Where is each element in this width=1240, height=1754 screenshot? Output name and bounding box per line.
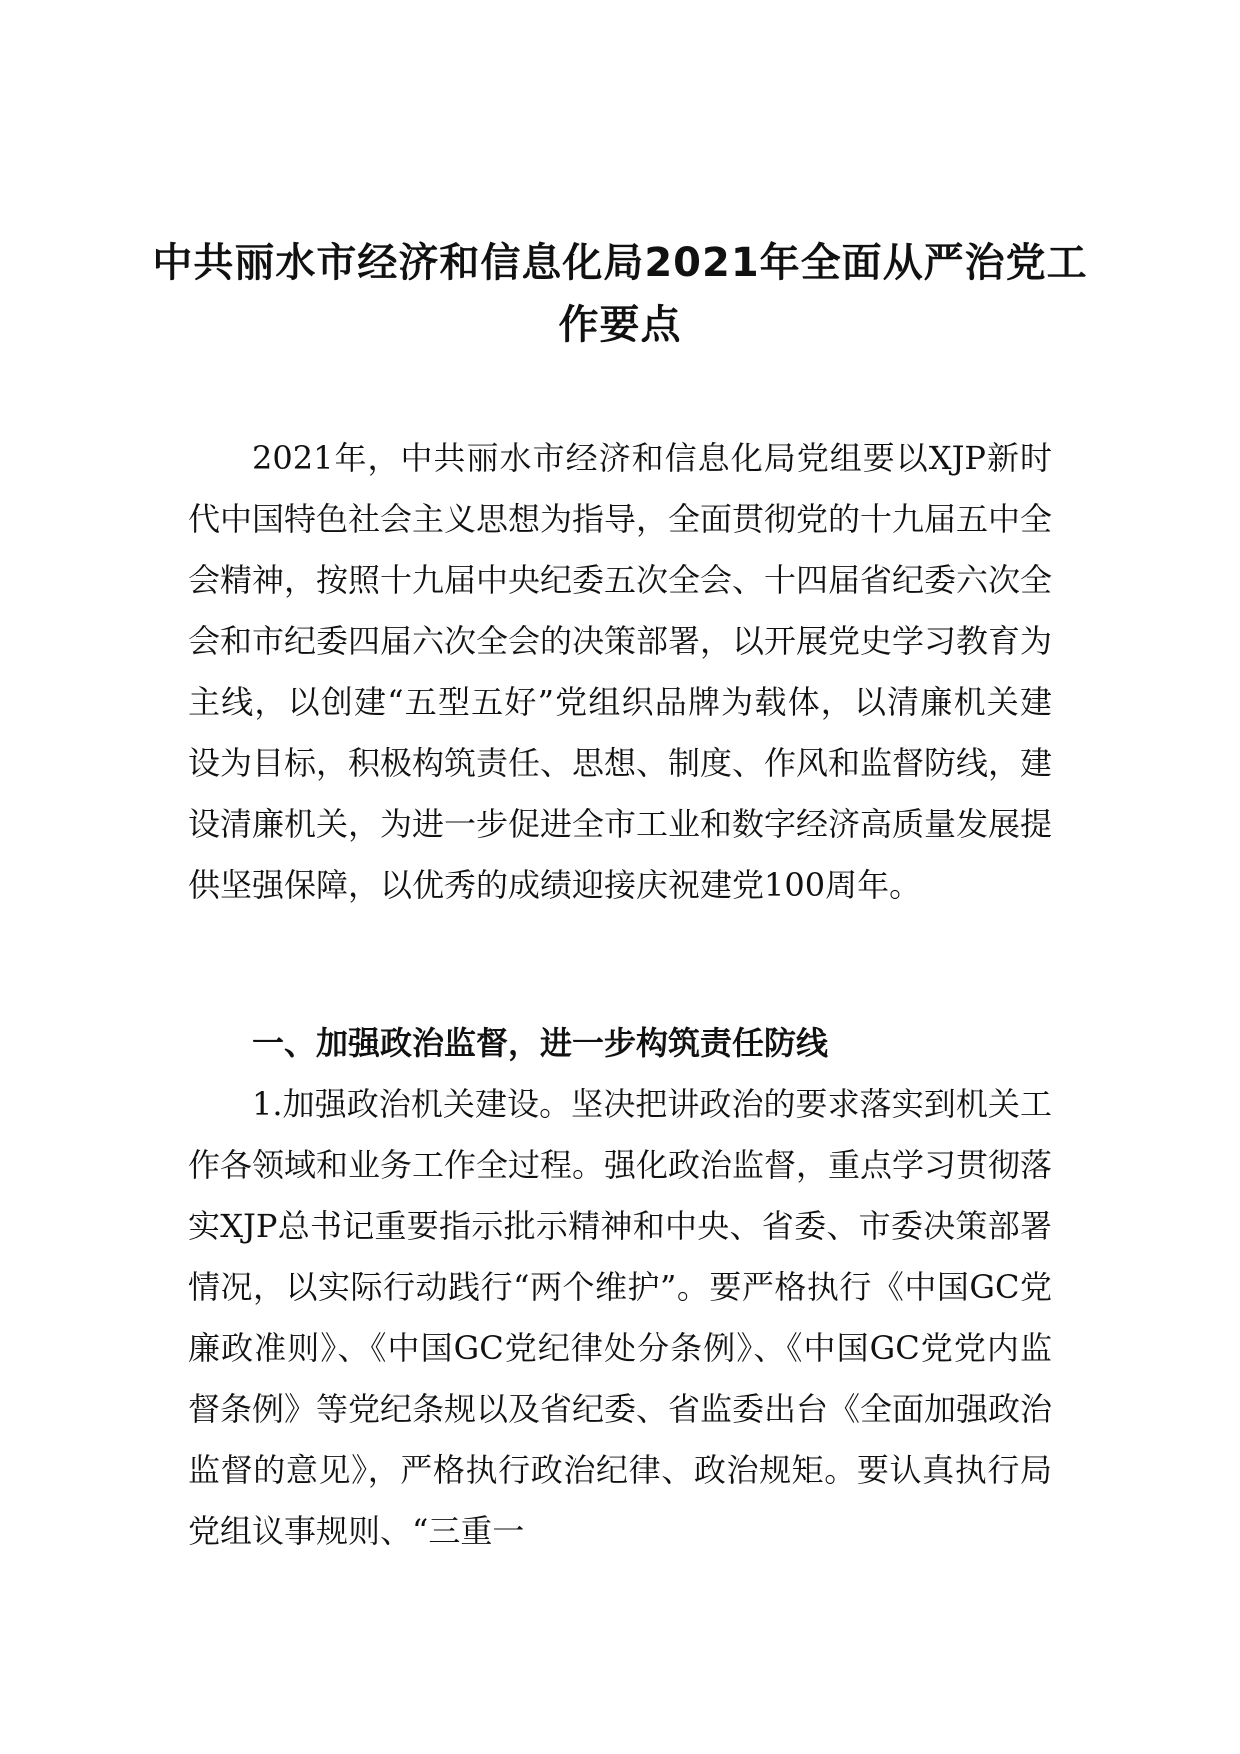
- section-heading: 一、加强政治监督，进一步构筑责任防线: [252, 1024, 829, 1062]
- document-title: 中共丽水市经济和信息化局2021年全面从严治党工作要点: [152, 240, 1088, 348]
- section-item-paragraph: 1.加强政治机关建设。坚决把讲政治的要求落实到机关工作各领域和业务工作全过程。强化政治监督，重点学习贯彻落实XJP总书记重要指示批示精神和中央、省委、市委决策部署情况，以实际行动践行“两个维护”。要严格执行《中国GC党廉政准则》、《中国GC党纪律处分条例》、《中国GC党党内监督条例》等党纪条规以及省纪委、省监委出台《全面加强政治监督的意见》，严格执行政治纪律、政治规矩。要认真执行局党组议事规则、“三重一: [188, 1085, 1053, 1550]
- intro-paragraph: 2021年，中共丽水市经济和信息化局党组要以XJP新时代中国特色社会主义思想为指导，全面贯彻党的十九届五中全会精神，按照十九届中央纪委五次全会、十四届省纪委六次全会和市纪委四届六次全会的决策部署，以开展党史学习教育为主线，以创建“五型五好”党组织品牌为载体，以清廉机关建设为目标，积极构筑责任、思想、制度、作风和监督防线，建设清廉机关，为进一步促进全市工业和数字经济高质量发展提供坚强保障，以优秀的成绩迎接庆祝建党100周年。: [188, 439, 1053, 904]
